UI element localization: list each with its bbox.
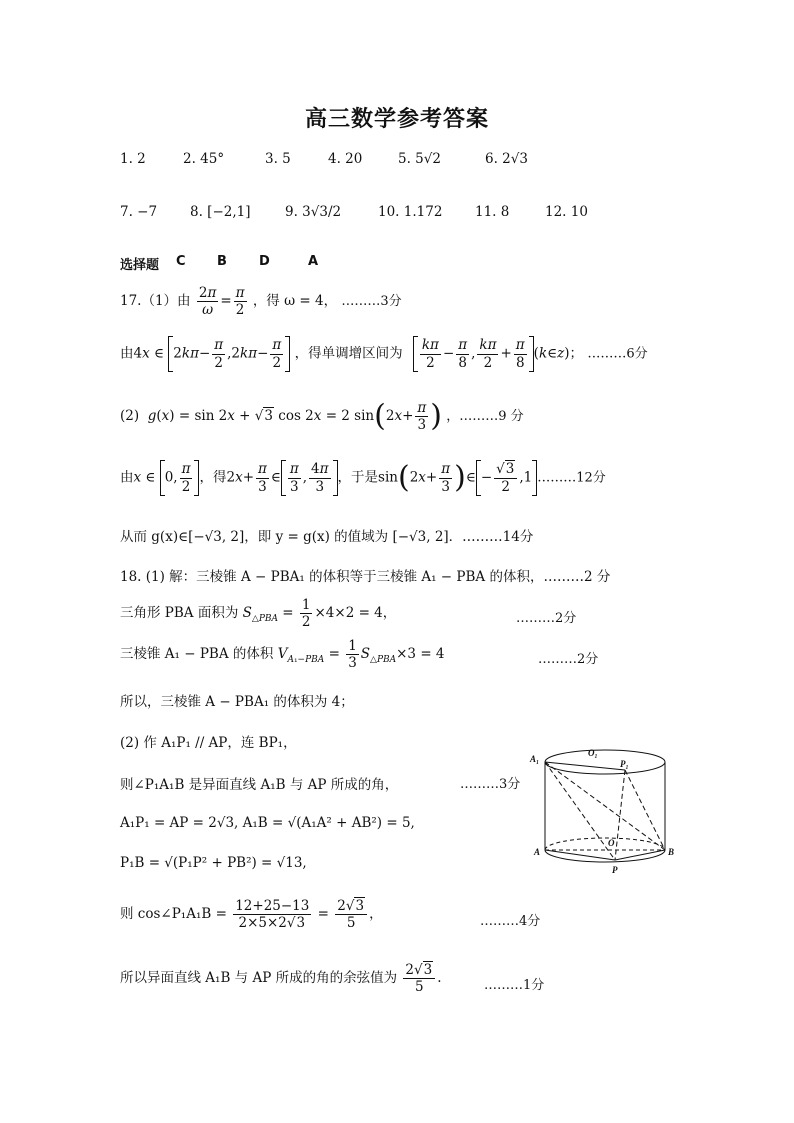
p17-l2-mid: ，得单调增区间为 bbox=[294, 345, 403, 362]
choice-label: 选择题 bbox=[120, 258, 160, 273]
answer-10: 10. 1.172 bbox=[378, 204, 443, 220]
fraction: $\frac{2\pi}{\omega}$ bbox=[198, 285, 217, 319]
score: ………2分 bbox=[538, 652, 599, 667]
p17-line2: 由4x ∈ 2kπ− $\frac{\pi}{2}$ ,2kπ− $\frac{\pi}{2}$ ，得单调增区间为 $\frac{k\pi}{2}$ − $\frac{\pi}{8}$ , $\frac{k\pi}{2}$ + $\frac{\pi}{8}$ (k∈z)； ………6分 bbox=[120, 337, 648, 371]
score: ，………9 分 bbox=[446, 409, 524, 425]
answer-4: 4. 20 bbox=[328, 151, 363, 167]
score: ………3分 bbox=[341, 294, 402, 310]
p18-line4: 所以，三棱锥 A − PBA₁ 的体积为 4； bbox=[120, 694, 354, 710]
p18-line1: 18. (1) 解：三棱锥 A − PBA₁ 的体积等于三棱锥 A₁ − PBA 的体积，………2 分 bbox=[120, 569, 611, 585]
page-title: 高三数学参考答案 bbox=[304, 107, 489, 132]
choice-answer-4: A bbox=[308, 254, 319, 269]
p18-line10: 所以异面直线 A₁B 与 AP 所成的角的余弦值为 $\frac{2√3}{5}$ . bbox=[120, 962, 442, 996]
fraction: $\frac{\pi}{2}$ bbox=[235, 285, 245, 319]
answer-8: 8. [−2,1] bbox=[190, 204, 251, 220]
p17-l4-mid1: ，得 bbox=[199, 469, 227, 486]
score: ………3分 bbox=[460, 777, 521, 792]
label-b: B bbox=[668, 847, 675, 857]
p17-line3: (2) g(x) = sin 2x + √3 cos 2x = 2 sin(2x+ $\frac{\pi}{3}$ ) ，………9 分 bbox=[120, 398, 524, 434]
p18-line9: 则 cos∠P₁A₁B = $\frac{12+25-13}{2\times 5\times 2√3}$ = $\frac{2√3}{5}$ ， bbox=[120, 898, 383, 932]
answer-3: 3. 5 bbox=[265, 151, 291, 167]
p17-l1-post: ，得 ω = 4， bbox=[252, 293, 338, 310]
p18-l3-pre: 三棱锥 A₁ − PBA 的体积 bbox=[120, 646, 274, 663]
answer-9: 9. 3√3/2 bbox=[285, 204, 342, 220]
p18-l10-pre: 所以异面直线 A₁B 与 AP 所成的角的余弦值为 bbox=[120, 970, 398, 987]
answer-11: 11. 8 bbox=[475, 204, 510, 220]
p18-line3: 三棱锥 A₁ − PBA 的体积 $V_{A_1-PBA}$ = $\frac{1}{3}$ $S_{\triangle PBA}\times 3 = 4$ bbox=[120, 638, 445, 672]
p17-l3-pre: (2) bbox=[120, 408, 140, 425]
answer-5: 5. 5√2 bbox=[398, 151, 441, 167]
p18-line6: 则∠P₁A₁B 是异面直线 A₁B 与 AP 所成的角， bbox=[120, 777, 399, 793]
choice-answer-2: B bbox=[217, 254, 227, 269]
p17-line5: 从而 g(x)∈[−√3, 2]，即 y = g(x) 的值域为 [−√3, 2]．………14分 bbox=[120, 529, 534, 545]
p17-l2-pre: 由 bbox=[120, 345, 134, 362]
label-a1: A₁ bbox=[530, 754, 540, 764]
answer-1: 1. 2 bbox=[120, 151, 146, 167]
label-o: O bbox=[608, 838, 615, 848]
score: ………4分 bbox=[480, 914, 541, 929]
answer-12: 12. 10 bbox=[545, 204, 588, 220]
p17-l1-pre: 17.（1）由 bbox=[120, 293, 191, 310]
cylinder-figure bbox=[530, 742, 675, 877]
choice-answer-1: C bbox=[176, 254, 186, 269]
label-p: P bbox=[612, 865, 618, 875]
label-o1: O₁ bbox=[588, 748, 598, 758]
p18-line8: P₁B = √(P₁P² + PB²) = √13, bbox=[120, 855, 307, 871]
label-p1: P₁ bbox=[620, 759, 629, 769]
answer-7: 7. −7 bbox=[120, 204, 158, 220]
answer-6: 6. 2√3 bbox=[485, 151, 528, 167]
score: ………2分 bbox=[516, 611, 577, 626]
p18-l2-pre: 三角形 PBA 面积为 bbox=[120, 605, 239, 622]
p18-line2: 三角形 PBA 面积为 $S_{\triangle PBA}$ = $\frac{1}{2}$ ×4×2 = 4， bbox=[120, 597, 397, 631]
answer-2: 2. 45° bbox=[183, 151, 225, 167]
label-a: A bbox=[534, 847, 541, 857]
p17-line1: 17.（1）由 $\frac{2\pi}{\omega}$ = $\frac{\pi}{2}$ ，得 ω = 4， ………3分 bbox=[120, 285, 402, 319]
score: ………12分 bbox=[537, 470, 606, 486]
p17-l4-mid2: ，于是 bbox=[337, 469, 379, 486]
score: ………6分 bbox=[587, 346, 648, 362]
p18-l9-pre: 则 cos∠P₁A₁B = bbox=[120, 906, 227, 923]
p17-l4-pre: 由 bbox=[120, 469, 134, 486]
p17-line4: 由x ∈ 0, $\frac{\pi}{2}$ ，得2x+ $\frac{\pi}{3}$ ∈ $\frac{\pi}{3}$ , $\frac{4\pi}{3}$ ，于是sin(2x+ $\frac{\pi}{3}$ )∈ − $\frac{√3}{2}$ ,1 ………12分 bbox=[120, 460, 606, 495]
p18-line5: (2) 作 A₁P₁ // AP，连 BP₁， bbox=[120, 735, 297, 751]
choice-answer-3: D bbox=[259, 254, 270, 269]
score: ………1分 bbox=[484, 978, 545, 993]
p18-line7: A₁P₁ = AP = 2√3, A₁B = √(A₁A² + AB²) = 5, bbox=[120, 815, 415, 831]
